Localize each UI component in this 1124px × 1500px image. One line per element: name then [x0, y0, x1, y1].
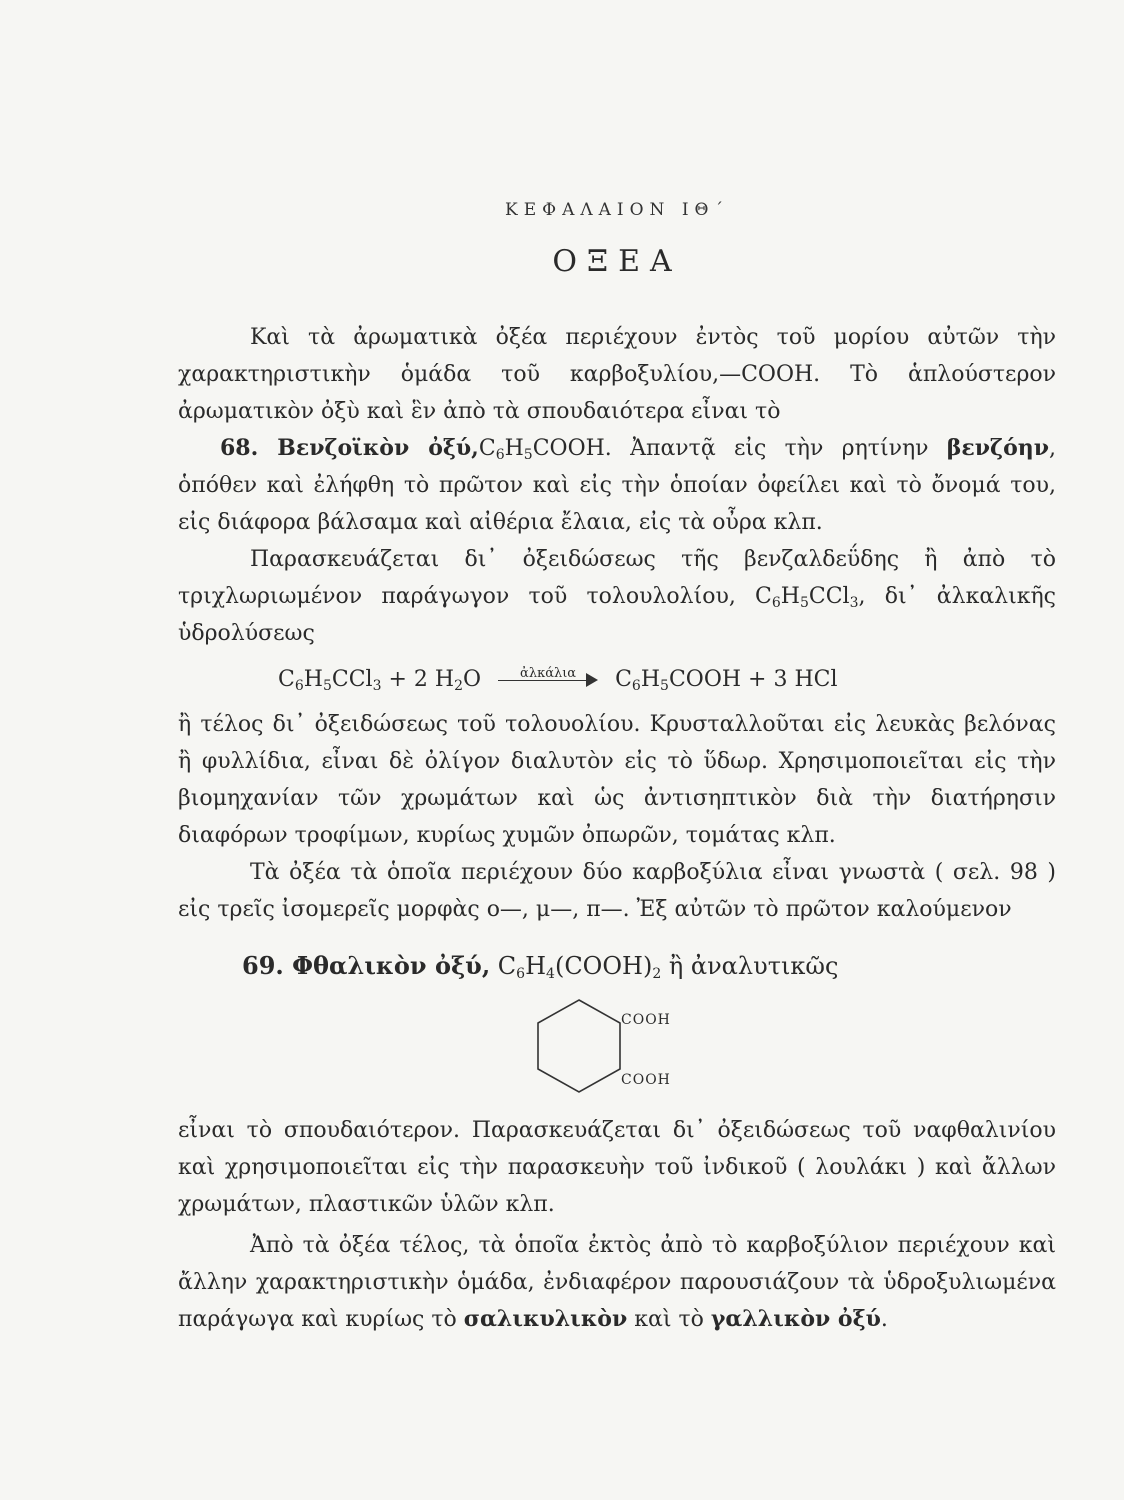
hydrolysis-equation: $C_6H_5CCl_3 + 2$ $H_2O$ ἀλκάλια $C_6H_5COOH + 3$ HCl: [278, 656, 1056, 704]
phthalic-paragraph: εἶναι τὸ σπουδαιότερον. Παρασκευάζεται δι᾽ ὀξειδώσεως τοῦ ναφθαλινίου καὶ χρησιμοποιεῖται εἰς τὴν παρασκευὴν τοῦ ἰνδικοῦ ( λουλάκι ) καὶ ἄλλων χρωμάτων, πλαστικῶν ὑλῶν κλπ.: [178, 1118, 1056, 1217]
chapter-heading: ΚΕΦΑΛΑΙΟΝ ΙΘ΄: [505, 200, 729, 220]
isomers-paragraph: Τὰ ὀξέα τὰ ὁποῖα περιέχουν δύο καρβοξύλια εἶναι γνωστὰ ( σελ. 98 ) εἰς τρεῖς ἰσομερεῖς μορφὰς ο—, μ—, π—. Ἐξ αὐτῶν τὸ πρῶτον καλούμενον: [178, 860, 1056, 922]
phthalic-structure: [178, 996, 1056, 1106]
preparation-paragraph: Παρασκευάζεται δι᾽ ὀξειδώσεως τῆς βενζαλδεΰδης ἢ ἀπὸ τὸ τριχλωριωμένον παράγωγον τοῦ τολουλολίου, $C_6H_5CCl_3$, δι᾽ ἀλκαλικῆς ὑδρολύσεως: [178, 547, 1056, 646]
page: [178, 200, 1056, 1338]
section-68-paragraph: 68. Βενζοϊκὸν $ὀ\xi ύ,C_6H_5COOH$. Ἀπαντᾷ εἰς τὴν ρητίνην βενζόην, ὁπόθεν καὶ ἐλήφθη τὸ πρῶτον καὶ εἰς τὴν ὁποίαν ὀφείλει καὶ τὸ ὄνομά του, εἰς διάφορα βάλσαμα καὶ αἰθέρια ἔλαια, εἰς τὰ οὖρα κλπ.: [178, 435, 1057, 535]
intro-paragraph: Καὶ τὰ ἀρωματικὰ ὀξέα περιέχουν ἐντὸς τοῦ μορίου αὐτῶν τὴν χαρακτηριστικὴν ὁμάδα τοῦ καρβοξυλίου,—COOH. Τὸ ἁπλούστερον ἀρωματικὸν ὀξὺ καὶ ἓν ἀπὸ τὰ σπουδαιότερα εἶναι τὸ: [178, 325, 1056, 424]
cooh-bottom-label: COOH: [621, 1072, 671, 1088]
crystallization-paragraph: ἢ τέλος δι᾽ ὀξειδώσεως τοῦ τολουολίου. Κρυσταλλοῦται εἰς λευκὰς βελόνας ἢ φυλλίδια, εἶναι δὲ ὀλίγον διαλυτὸν εἰς τὸ ὕδωρ. Χρησιμοποιεῖται εἰς τὴν βιομηχανίαν τῶν χρωμάτων καὶ ὡς ἀντισηπτικὸν διὰ τὴν διατήρησιν διαφόρων τροφίμων, κυρίως χυμῶν ὀπωρῶν, τομάτας κλπ.: [178, 712, 1056, 848]
final-paragraph: Ἀπὸ τὰ ὀξέα τέλος, τὰ ὁποῖα ἐκτὸς ἀπὸ τὸ καρβοξύλιον περιέχουν καὶ ἄλλην χαρακτηριστικὴν ὁμάδα, ἐνδιαφέρον παρουσιάζουν τὰ ὑδροξυλιωμένα παράγωγα καὶ κυρίως τὸ σαλικυλικὸν καὶ τὸ γαλλικὸν ὀξύ.: [178, 1233, 1056, 1332]
benzoin-term: βενζόην: [946, 435, 1050, 461]
salicylic-term: σαλικυλικὸν: [463, 1306, 628, 1332]
reaction-arrow: [498, 668, 598, 692]
section-69-heading: 69. Φθαλικὸν ὀξύ, $C_6H_4(COOH)_2$ ἢ ἀναλυτικῶς: [242, 951, 839, 982]
section-68-heading: 68. Βενζοϊκὸν ὀξύ,: [220, 435, 479, 461]
chapter-title: ΟΞΕΑ: [552, 244, 682, 279]
arrow-label: ἀλκάλια: [520, 666, 577, 681]
gallic-term: γαλλικὸν ὀξύ: [710, 1306, 881, 1332]
benzene-ring-icon: [534, 996, 624, 1096]
cooh-top-label: COOH: [621, 1012, 671, 1028]
benzoic-formula: $C_6H_5COOH$.: [478, 436, 612, 463]
